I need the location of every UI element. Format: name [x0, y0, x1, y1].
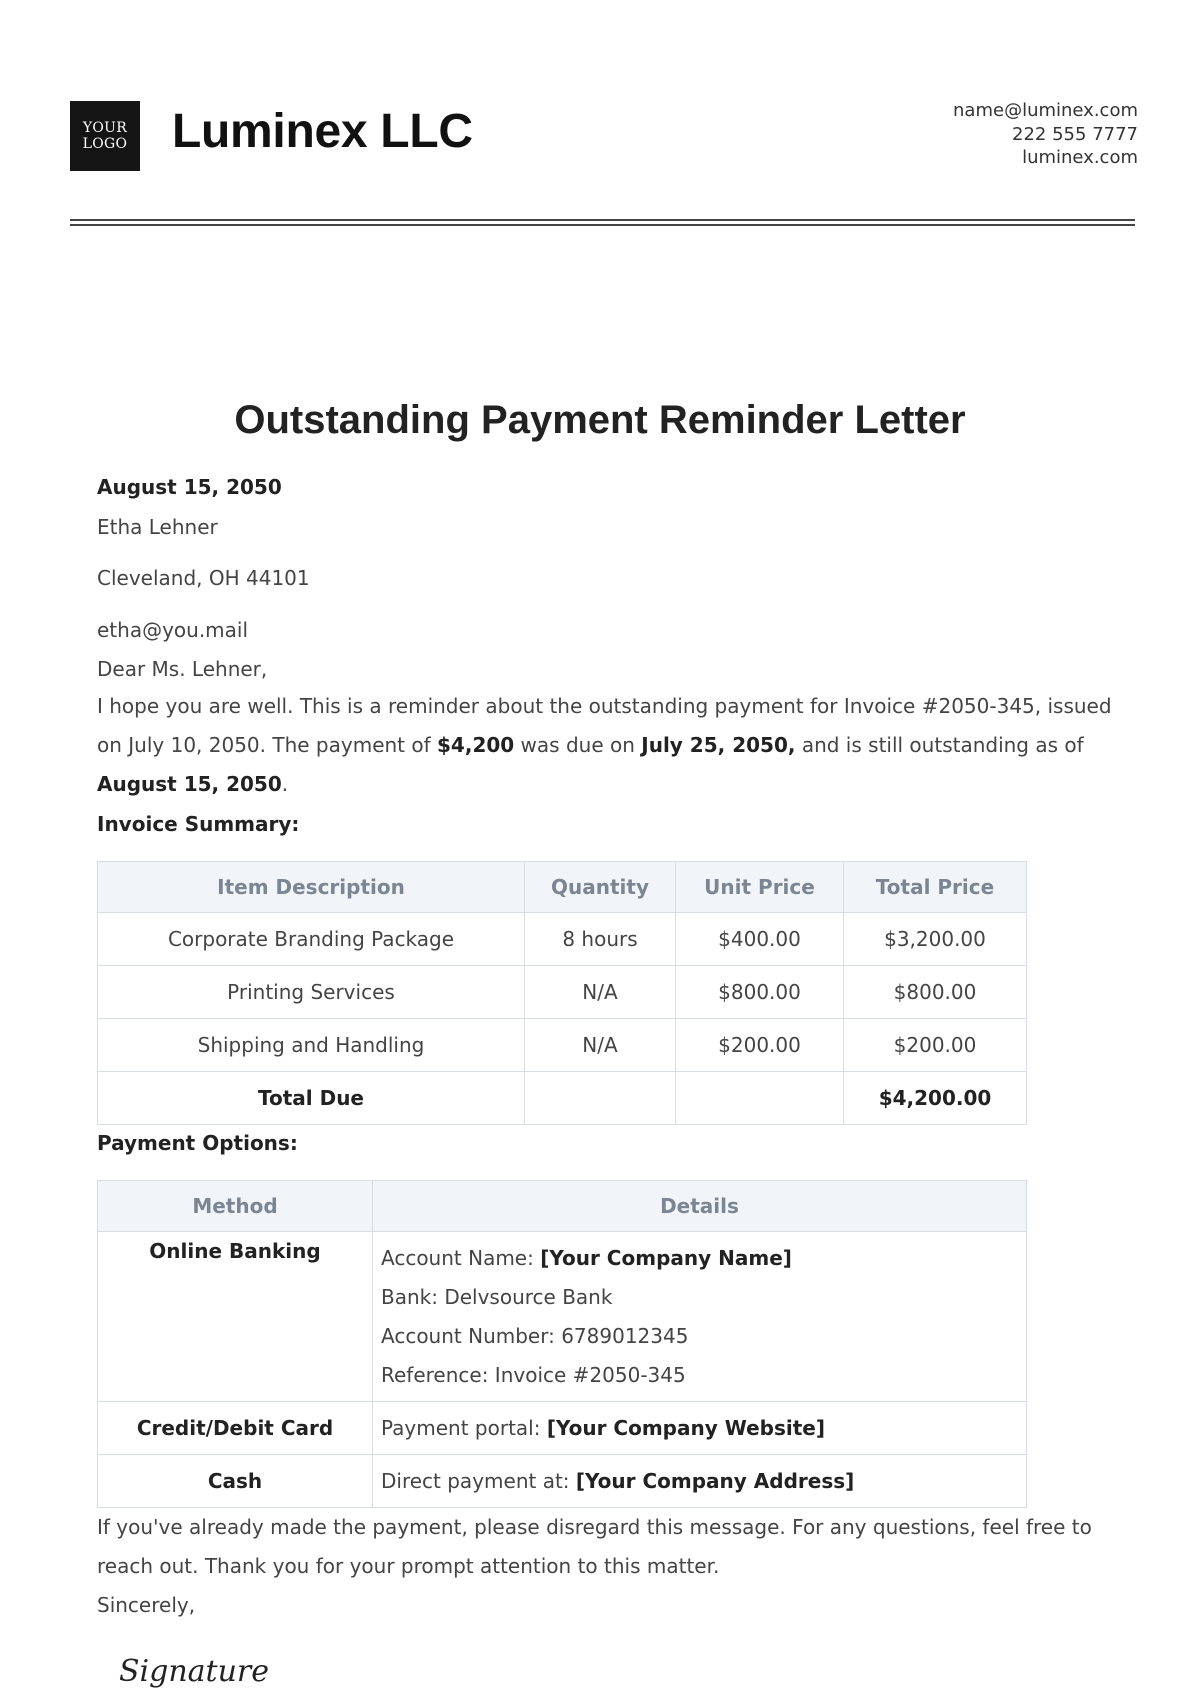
table-header-row: [98, 862, 1027, 913]
total-row: [98, 1072, 1027, 1125]
body-text-4: .: [281, 772, 289, 796]
body-due-date: July 25, 2050,: [641, 733, 796, 757]
contact-block: [953, 99, 1138, 170]
column-header: Method: [98, 1181, 373, 1232]
item-total-price: $200.00: [844, 1019, 1027, 1072]
bank-line: Bank: Delvsource Bank: [381, 1285, 613, 1309]
empty-cell: [525, 1072, 676, 1125]
online-banking-details: [373, 1232, 1027, 1402]
table-row: [98, 913, 1027, 966]
column-header: Unit Price: [676, 862, 844, 913]
company-logo: [70, 101, 140, 171]
account-name-label: Account Name:: [381, 1246, 541, 1270]
item-unit-price: $400.00: [676, 913, 844, 966]
item-description: Shipping and Handling: [98, 1019, 525, 1072]
total-due-value: $4,200.00: [844, 1072, 1027, 1125]
payment-options-table: [97, 1180, 1027, 1508]
closing-paragraph: If you've already made the payment, please disregard this message. For any questions, feel free to reach out. Thank you for your prompt attention to this matter.: [97, 1515, 1092, 1578]
header-divider-top: [70, 219, 1135, 221]
body-amount: $4,200: [437, 733, 515, 757]
account-name-value: [Your Company Name]: [540, 1246, 792, 1270]
item-description: Printing Services: [98, 966, 525, 1019]
payment-options-heading: Payment Options:: [97, 1131, 298, 1155]
item-unit-price: $200.00: [676, 1019, 844, 1072]
account-name-line: [381, 1239, 1026, 1278]
item-quantity: 8 hours: [525, 913, 676, 966]
table-row: [98, 1232, 1027, 1402]
account-number-line: Account Number: 6789012345: [381, 1324, 689, 1348]
method-online-banking: Online Banking: [98, 1232, 373, 1402]
company-name: Luminex LLC: [172, 105, 473, 158]
item-unit-price: $800.00: [676, 966, 844, 1019]
card-details-value: [Your Company Website]: [546, 1415, 825, 1440]
body-text-1: I hope you are well. This is a reminder about the outstanding payment for Invoice #2050-345, issued on July 10, 2050. The payment of: [97, 694, 1112, 757]
letter-date: August 15, 2050: [97, 475, 282, 499]
cash-details-value: [Your Company Address]: [575, 1468, 855, 1493]
table-row: [98, 1455, 1027, 1508]
signature: Signature: [119, 1654, 270, 1689]
table-row: [98, 1019, 1027, 1072]
sign-off: Sincerely,: [97, 1593, 196, 1617]
invoice-summary-heading: Invoice Summary:: [97, 812, 300, 836]
letter-title: Outstanding Payment Reminder Letter: [234, 398, 966, 442]
item-total-price: $3,200.00: [844, 913, 1027, 966]
body-asof-date: August 15, 2050: [97, 772, 282, 796]
logo-text-line2: LOGO: [82, 136, 128, 152]
cash-details: [373, 1455, 1027, 1508]
column-header: Details: [373, 1181, 1027, 1232]
item-description: Corporate Branding Package: [98, 913, 525, 966]
reference-line: Reference: Invoice #2050-345: [381, 1363, 686, 1387]
recipient-name: Etha Lehner: [97, 515, 218, 539]
body-text-2: was due on: [514, 733, 642, 757]
recipient-address: Cleveland, OH 44101: [97, 566, 310, 590]
item-total-price: $800.00: [844, 966, 1027, 1019]
column-header: Quantity: [525, 862, 676, 913]
item-quantity: N/A: [525, 966, 676, 1019]
card-details: [373, 1402, 1027, 1455]
body-text-3: and is still outstanding as of: [795, 733, 1084, 757]
contact-email[interactable]: name@luminex.com: [953, 100, 1138, 121]
recipient-email: etha@you.mail: [97, 618, 249, 642]
column-header: Item Description: [98, 862, 525, 913]
method-cash: Cash: [98, 1455, 373, 1508]
table-row: [98, 966, 1027, 1019]
contact-phone: 222 555 7777: [1012, 123, 1138, 145]
header-divider-bottom: [70, 224, 1135, 226]
body-paragraph: [97, 687, 1137, 804]
salutation: Dear Ms. Lehner,: [97, 657, 268, 681]
card-details-label: Payment portal:: [381, 1415, 547, 1440]
invoice-table: [97, 861, 1027, 1125]
column-header: Total Price: [844, 862, 1027, 913]
cash-details-label: Direct payment at:: [381, 1468, 576, 1493]
table-row: [98, 1402, 1027, 1455]
table-header-row: [98, 1181, 1027, 1232]
logo-text-line1: YOUR: [82, 120, 128, 136]
empty-cell: [676, 1072, 844, 1125]
method-card: Credit/Debit Card: [98, 1402, 373, 1455]
item-quantity: N/A: [525, 1019, 676, 1072]
contact-website[interactable]: luminex.com: [1022, 147, 1138, 168]
total-due-label: Total Due: [98, 1072, 525, 1125]
